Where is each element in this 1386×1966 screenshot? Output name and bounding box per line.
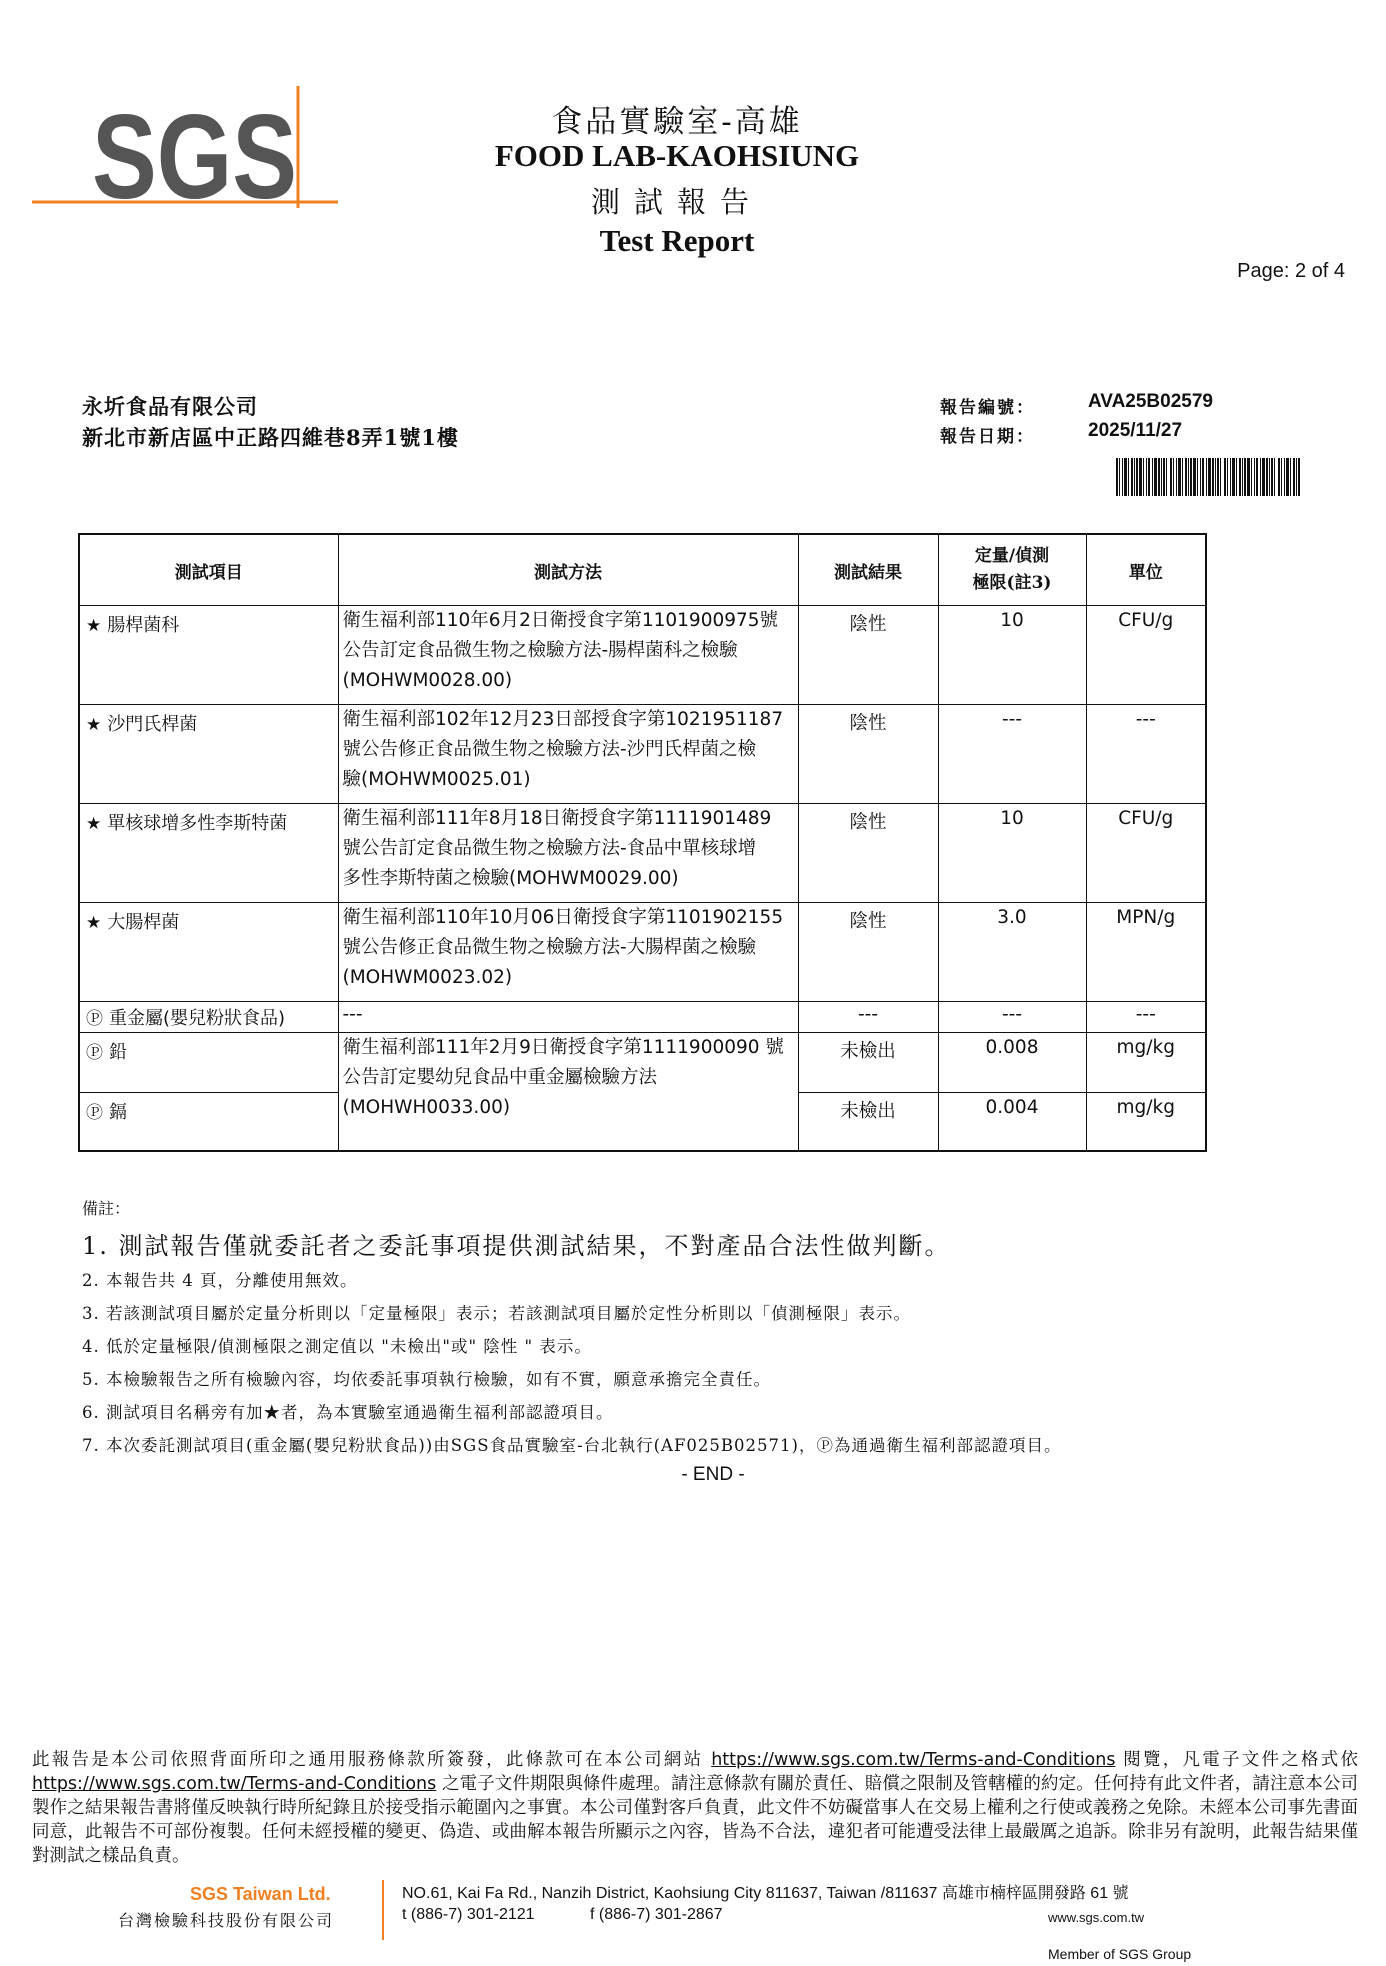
client-name: 永圻食品有限公司	[82, 394, 258, 419]
accreditation-p-icon: Ⓟ	[86, 1009, 103, 1029]
header-item: 測試項目	[79, 534, 338, 606]
test-unit: CFU/g	[1086, 606, 1206, 705]
test-method: ---	[338, 1002, 798, 1033]
note-item: 3. 若該測試項目屬於定量分析則以「定量極限」表示；若該測試項目屬於定性分析則以「偵測極限」表示。	[82, 1304, 911, 1323]
note-item: 2. 本報告共 4 頁，分離使用無效。	[82, 1271, 358, 1290]
table-row	[79, 606, 1206, 705]
group-membership: Member of SGS Group	[1048, 1946, 1192, 1962]
accreditation-star-icon: ★	[86, 913, 102, 933]
accreditation-star-icon: ★	[86, 715, 102, 735]
report-number: AVA25B02579	[1088, 391, 1213, 412]
end-marker: - END -	[681, 1464, 745, 1485]
footer-divider	[382, 1880, 384, 1940]
report-title-en: Test Report	[599, 223, 755, 258]
test-unit: ---	[1086, 705, 1206, 804]
table-row	[79, 705, 1206, 804]
report-number-label: 報告編號：	[940, 398, 1035, 418]
test-item: 重金屬(嬰兒粉狀食品)	[109, 1008, 286, 1029]
test-limit: 10	[938, 804, 1086, 903]
test-item: 沙門氏桿菌	[107, 714, 198, 735]
company-phone: t (886-7) 301-2121	[402, 1906, 535, 1923]
table-row	[79, 903, 1206, 1002]
table-row	[79, 1033, 1206, 1093]
report-title-cn: 測試報告	[590, 185, 763, 219]
page-number: Page: 2 of 4	[1237, 260, 1345, 282]
table-row	[79, 804, 1206, 903]
terms-link[interactable]: https://www.sgs.com.tw/Terms-and-Conditions	[711, 1750, 1116, 1770]
test-limit: 3.0	[938, 903, 1086, 1002]
test-result: 陰性	[798, 705, 938, 804]
test-unit: CFU/g	[1086, 804, 1206, 903]
test-method: 衛生福利部111年2月9日衛授食字第1111900090 號 公告訂定嬰幼兒食品中重金屬檢驗方法 (MOHWH0033.00)	[338, 1033, 798, 1151]
note-item: 1. 測試報告僅就委託者之委託事項提供測試結果，不對產品合法性做判斷。	[82, 1232, 951, 1260]
test-result: ---	[798, 1002, 938, 1033]
header-limit-line1: 定量/偵測	[974, 546, 1050, 566]
test-result: 未檢出	[798, 1033, 938, 1093]
company-name-en: SGS Taiwan Ltd.	[190, 1884, 331, 1904]
test-item: 鉛	[109, 1042, 127, 1063]
company-address: NO.61, Kai Fa Rd., Nanzih District, Kaohsiung City 811637, Taiwan /811637 高雄市楠梓區開發路 61 號	[402, 1885, 1129, 1902]
accreditation-p-icon: Ⓟ	[86, 1043, 103, 1063]
test-result: 陰性	[798, 903, 938, 1002]
svg-text:SGS: SGS	[92, 90, 297, 216]
footer-disclaimer: 此報告是本公司依照背面所印之通用服務條款所簽發，此條款可在本公司網站 https://www.sgs.com.tw/Terms-and-Conditions 閱覽，凡電子文件之格式依https://www.sgs.com.tw/Terms-and-Conditions 之電子文件期限與條件處理。請注意條款有關於責任、賠償之限制及管轄權的約定。任何持有此文件者，請注意本公司製作之結果報告書將僅反映執行時所紀錄且於接受指示範圍內之事實。本公司僅對客戶負責，此文件不妨礙當事人在交易上權利之行使或義務之免除。未經本公司事先書面同意，此報告不可部份複製。任何未經授權的變更、偽造、或曲解本報告所顯示之內容，皆為不合法，違犯者可能遭受法律上最嚴厲之追訴。除非另有說明，此報告結果僅對測試之樣品負責。	[32, 1750, 1359, 1866]
test-result: 陰性	[798, 804, 938, 903]
test-method: 衛生福利部102年12月23日部授食字第1021951187 號公告修正食品微生物之檢驗方法-沙門氏桿菌之檢 驗(MOHWM0025.01)	[338, 705, 798, 804]
test-result: 未檢出	[798, 1093, 938, 1151]
test-unit: mg/kg	[1086, 1093, 1206, 1151]
company-name-cn: 台灣檢驗科技股份有限公司	[118, 1911, 335, 1930]
test-unit: mg/kg	[1086, 1033, 1206, 1093]
company-website[interactable]: www.sgs.com.tw	[1048, 1910, 1145, 1925]
table-header-row	[79, 534, 1206, 606]
barcode	[1116, 458, 1302, 496]
header-result: 測試結果	[798, 534, 938, 606]
test-method: 衛生福利部110年6月2日衛授食字第1101900975號 公告訂定食品微生物之檢驗方法-腸桿菌科之檢驗 (MOHWM0028.00)	[338, 606, 798, 705]
test-limit: 10	[938, 606, 1086, 705]
header-unit: 單位	[1086, 534, 1206, 606]
test-method: 衛生福利部110年10月06日衛授食字第1101902155 號公告修正食品微生物之檢驗方法-大腸桿菌之檢驗 (MOHWM0023.02)	[338, 903, 798, 1002]
header-limit-line2: 極限(註3)	[972, 573, 1052, 593]
note-item: 4. 低於定量極限/偵測極限之測定值以 "未檢出"或" 陰性 " 表示。	[82, 1337, 592, 1356]
note-item: 6. 測試項目名稱旁有加★者，為本實驗室通過衛生福利部認證項目。	[82, 1403, 614, 1422]
test-method: 衛生福利部111年8月18日衛授食字第1111901489 號公告訂定食品微生物之檢驗方法-食品中單核球增 多性李斯特菌之檢驗(MOHWM0029.00)	[338, 804, 798, 903]
accreditation-star-icon: ★	[86, 814, 102, 834]
notes-title: 備註：	[82, 1199, 131, 1218]
company-fax: f (886-7) 301-2867	[590, 1906, 723, 1923]
header-method: 測試方法	[338, 534, 798, 606]
terms-link[interactable]: https://www.sgs.com.tw/Terms-and-Conditions	[32, 1774, 437, 1794]
header-limit	[938, 534, 1086, 606]
note-item: 5. 本檢驗報告之所有檢驗內容，均依委託事項執行檢驗，如有不實，願意承擔完全責任。	[82, 1370, 771, 1389]
test-limit: ---	[938, 705, 1086, 804]
report-date-label: 報告日期：	[940, 427, 1035, 447]
test-result: 陰性	[798, 606, 938, 705]
client-address: 新北市新店區中正路四維巷8弄1號1樓	[82, 425, 459, 450]
results-table	[78, 533, 1207, 1152]
test-unit: MPN/g	[1086, 903, 1206, 1002]
note-item: 7. 本次委託測試項目(重金屬(嬰兒粉狀食品))由SGS食品實驗室-台北執行(AF025B02571)，Ⓟ為通過衛生福利部認證項目。	[82, 1436, 1062, 1455]
accreditation-p-icon: Ⓟ	[86, 1103, 103, 1123]
test-limit: 0.008	[938, 1033, 1086, 1093]
lab-title-cn: 食品實驗室-高雄	[551, 104, 803, 140]
table-row	[79, 1002, 1206, 1033]
test-unit: ---	[1086, 1002, 1206, 1033]
test-item: 鎘	[109, 1102, 127, 1123]
test-limit: ---	[938, 1002, 1086, 1033]
report-date: 2025/11/27	[1088, 420, 1183, 441]
test-limit: 0.004	[938, 1093, 1086, 1151]
test-item: 單核球增多性李斯特菌	[107, 813, 288, 834]
lab-title-en: FOOD LAB-KAOHSIUNG	[494, 138, 860, 173]
test-item: 大腸桿菌	[107, 912, 180, 933]
test-item: 腸桿菌科	[107, 615, 180, 636]
accreditation-star-icon: ★	[86, 616, 102, 636]
